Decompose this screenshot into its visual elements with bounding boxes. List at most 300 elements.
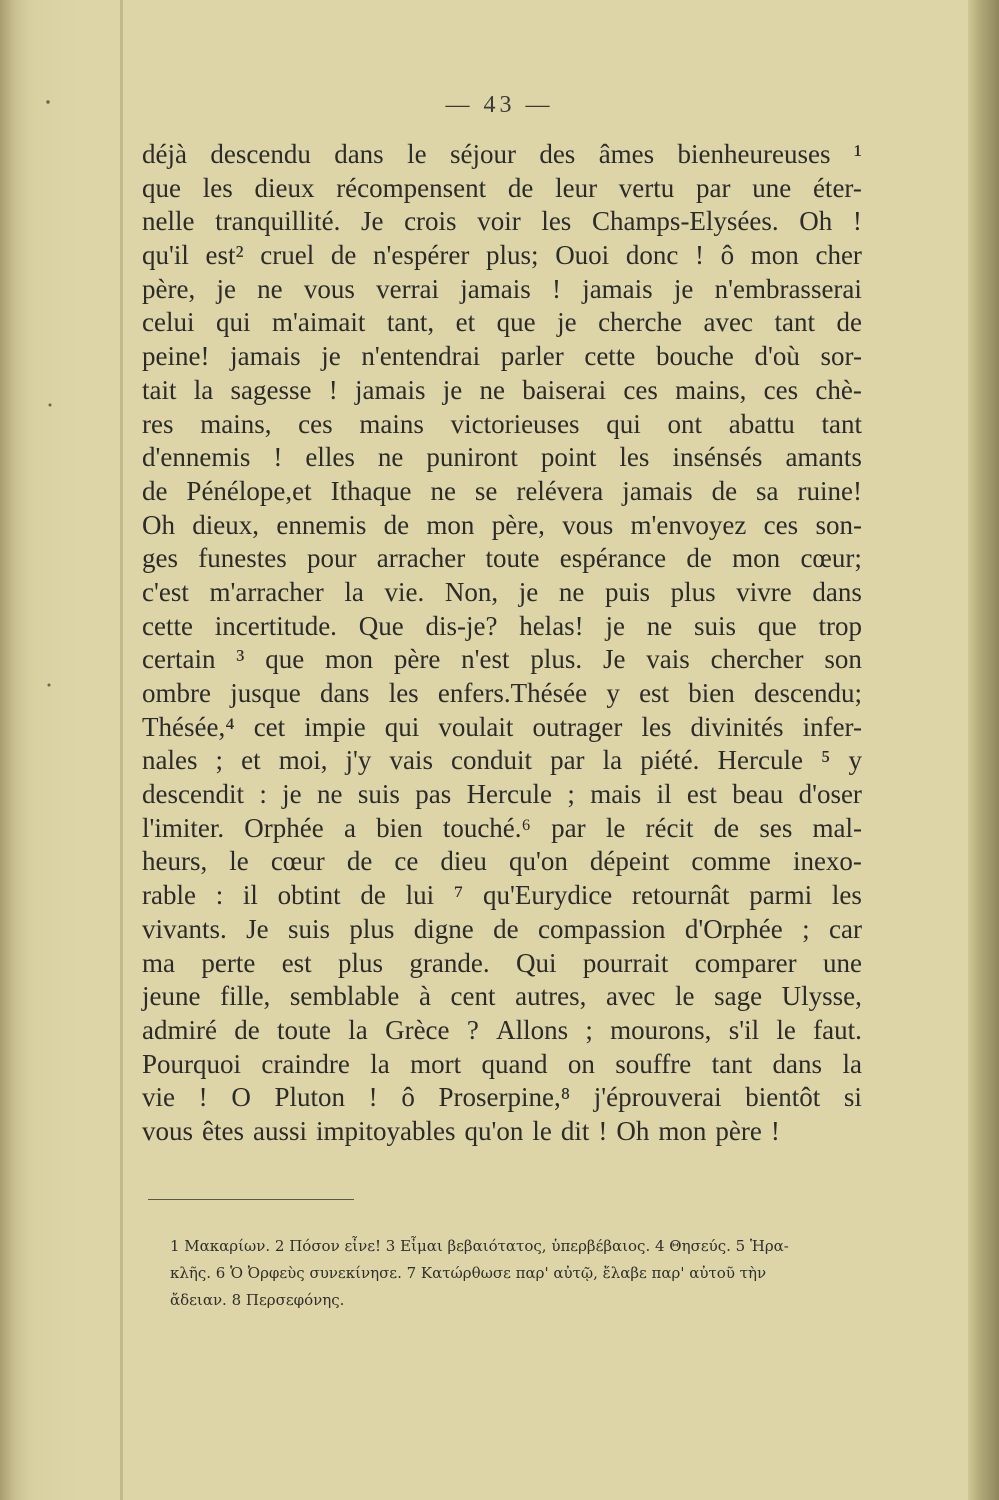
word: à bbox=[418, 981, 431, 1012]
word: vais bbox=[646, 644, 690, 675]
word: insénsés bbox=[672, 442, 763, 473]
word: je bbox=[557, 307, 577, 338]
word: m'aimait bbox=[272, 307, 366, 338]
word: amants bbox=[785, 442, 862, 473]
word: mourons, bbox=[610, 1014, 712, 1045]
word: peine! bbox=[142, 341, 210, 372]
word: ne bbox=[558, 576, 585, 607]
word: dieux bbox=[254, 172, 315, 203]
word: jamais bbox=[354, 374, 426, 405]
word: suis bbox=[693, 610, 736, 641]
word: m'envoyez bbox=[630, 509, 747, 540]
word: n'est bbox=[461, 644, 510, 675]
word: d'Orphée bbox=[684, 913, 783, 944]
word: espérance bbox=[559, 543, 667, 574]
word: ! bbox=[770, 1115, 780, 1146]
word: est bbox=[686, 779, 717, 810]
word: de bbox=[330, 240, 357, 271]
text-line bbox=[142, 744, 862, 778]
word: père, bbox=[142, 273, 196, 304]
word: vie bbox=[142, 1082, 175, 1113]
word: de bbox=[713, 812, 740, 843]
word: admiré bbox=[142, 1014, 217, 1045]
word: vivre bbox=[736, 576, 792, 607]
word: c'est bbox=[142, 576, 189, 607]
word: bien bbox=[376, 812, 423, 843]
word: ¹ bbox=[853, 139, 862, 169]
word: d'ennemis bbox=[142, 442, 251, 473]
word: y bbox=[606, 678, 620, 708]
word: ; bbox=[567, 779, 575, 810]
word: tant bbox=[711, 1048, 753, 1079]
word: ; bbox=[215, 745, 224, 776]
word: quand bbox=[481, 1048, 548, 1079]
word: jamais bbox=[460, 273, 531, 304]
previous-page-shadow bbox=[0, 0, 150, 1500]
word: cœur bbox=[270, 846, 325, 877]
word: suis bbox=[357, 779, 400, 810]
footnote-divider bbox=[148, 1199, 354, 1200]
word: voulait bbox=[438, 711, 514, 742]
word: l'imiter. bbox=[142, 812, 225, 843]
word: jamais bbox=[582, 273, 653, 304]
word: ruine! bbox=[797, 475, 862, 506]
word: ! bbox=[551, 273, 561, 304]
word: les bbox=[541, 206, 572, 237]
word: toute bbox=[277, 1014, 332, 1045]
word: impie bbox=[304, 711, 366, 742]
word: je bbox=[518, 576, 539, 607]
text-line bbox=[142, 1048, 862, 1082]
word: ! bbox=[198, 1082, 208, 1113]
word: de bbox=[836, 307, 862, 338]
word: dieu bbox=[440, 846, 487, 877]
word: grande. bbox=[409, 947, 490, 978]
word: ! bbox=[273, 442, 283, 473]
word: les bbox=[619, 442, 650, 473]
word: je bbox=[282, 779, 302, 810]
word: le bbox=[407, 139, 427, 169]
word: ! bbox=[598, 1115, 608, 1146]
word: et bbox=[241, 745, 261, 776]
word: père, bbox=[491, 509, 545, 540]
word: sage bbox=[714, 981, 763, 1012]
word: baiserai bbox=[522, 374, 607, 405]
word: ne bbox=[377, 442, 404, 473]
word: Allons bbox=[496, 1014, 569, 1045]
word: puniront bbox=[426, 442, 518, 473]
word: ne bbox=[646, 610, 673, 641]
word: Ithaque bbox=[330, 475, 412, 506]
word: puis bbox=[604, 576, 650, 607]
word: jamais bbox=[622, 475, 693, 506]
word: ³ bbox=[236, 644, 245, 675]
word: je bbox=[321, 341, 341, 372]
word: ces bbox=[298, 408, 333, 439]
word: cœur; bbox=[800, 543, 862, 574]
word: descendit bbox=[142, 779, 244, 810]
word: mains, bbox=[675, 374, 747, 405]
word: lui bbox=[405, 880, 435, 911]
word: mal- bbox=[812, 812, 862, 843]
text-line bbox=[142, 374, 862, 408]
word: qui bbox=[215, 307, 251, 338]
word: enfers.Thésée bbox=[437, 678, 588, 708]
word: je bbox=[605, 610, 625, 641]
word: le bbox=[776, 1014, 796, 1045]
text-line bbox=[142, 879, 862, 913]
word: vous bbox=[303, 273, 355, 304]
text-line bbox=[142, 947, 862, 981]
text-line bbox=[142, 778, 862, 812]
word: êtes bbox=[202, 1115, 244, 1146]
word: sor- bbox=[820, 341, 862, 372]
word: tait bbox=[142, 374, 177, 405]
word: : bbox=[259, 779, 267, 810]
word: vivants. bbox=[142, 913, 227, 944]
word: ô bbox=[401, 1082, 415, 1113]
word: outrager bbox=[532, 711, 623, 742]
word: mais bbox=[590, 779, 642, 810]
word: ! bbox=[328, 374, 338, 405]
text-line bbox=[142, 1014, 862, 1048]
binding-edge bbox=[120, 0, 123, 1500]
word: vertu bbox=[618, 172, 675, 203]
word: heurs, bbox=[142, 846, 208, 877]
word: Hercule bbox=[466, 779, 553, 810]
word: comparer bbox=[694, 947, 797, 978]
word: Ulysse, bbox=[781, 981, 862, 1012]
word: dit bbox=[560, 1115, 590, 1146]
word: dis-je? bbox=[425, 610, 498, 641]
word: ! bbox=[694, 240, 704, 271]
word: moi, bbox=[278, 745, 328, 776]
word: les bbox=[831, 880, 862, 911]
word: qu'on bbox=[464, 1115, 524, 1146]
word: abattu bbox=[728, 408, 795, 439]
word: Oh bbox=[799, 206, 833, 237]
word: la bbox=[344, 576, 364, 607]
word: Oh bbox=[616, 1115, 650, 1146]
word: autres, bbox=[515, 981, 587, 1012]
text-line bbox=[142, 643, 862, 677]
word: pourrait bbox=[582, 947, 669, 978]
word: fille, bbox=[220, 981, 271, 1012]
word: de bbox=[234, 1014, 260, 1045]
text-line bbox=[142, 677, 862, 711]
word: chè- bbox=[815, 374, 862, 405]
word: des bbox=[539, 139, 576, 169]
word: perte bbox=[201, 947, 256, 978]
word: que bbox=[757, 610, 797, 641]
word: relévera bbox=[516, 475, 604, 506]
word: bientôt bbox=[745, 1082, 821, 1113]
word: ces bbox=[763, 509, 799, 540]
word: ne bbox=[257, 273, 283, 304]
word: ô bbox=[720, 240, 735, 271]
word: de bbox=[711, 475, 738, 506]
word: ces bbox=[623, 374, 658, 405]
text-line bbox=[142, 509, 862, 543]
word: compassion bbox=[538, 913, 666, 944]
word: a bbox=[343, 812, 356, 843]
word: de bbox=[493, 913, 519, 944]
word: Grèce bbox=[385, 1014, 450, 1045]
word: mains, bbox=[200, 408, 272, 439]
word: est bbox=[281, 947, 312, 978]
word: bouche bbox=[655, 341, 734, 372]
word: dans bbox=[319, 678, 370, 708]
word: cette bbox=[142, 610, 193, 641]
word: victorieuses bbox=[450, 408, 580, 439]
word: Proserpine,⁸ bbox=[438, 1082, 571, 1113]
word: âmes bbox=[598, 139, 655, 169]
word: plus bbox=[338, 947, 384, 978]
word: vais bbox=[389, 745, 433, 776]
footnotes bbox=[170, 1233, 860, 1314]
word: m'arracher bbox=[209, 576, 324, 607]
word: je bbox=[216, 273, 236, 304]
word: funestes bbox=[198, 543, 287, 574]
word: ⁵ bbox=[821, 745, 831, 776]
word: Ouoi bbox=[555, 240, 610, 271]
word: Pénélope,et bbox=[186, 475, 312, 506]
word: s'il bbox=[728, 1014, 760, 1045]
word: les bbox=[202, 172, 233, 203]
word: aussi bbox=[253, 1115, 307, 1146]
word: par bbox=[551, 812, 586, 843]
word: j'éprouverai bbox=[593, 1082, 722, 1113]
word: tant bbox=[821, 408, 862, 439]
word: la bbox=[348, 1014, 368, 1045]
word: ne bbox=[430, 475, 456, 506]
text-line bbox=[142, 610, 862, 644]
word: vous bbox=[562, 509, 614, 540]
word: de bbox=[507, 172, 534, 203]
word: rable bbox=[142, 880, 196, 911]
word: plus; bbox=[486, 240, 539, 271]
word: point bbox=[540, 442, 597, 473]
word: ont bbox=[667, 408, 703, 439]
word: Je bbox=[246, 913, 269, 944]
text-line bbox=[142, 408, 862, 442]
word: trop bbox=[818, 610, 862, 641]
word: que bbox=[142, 172, 181, 203]
word: ennemis bbox=[276, 509, 367, 540]
word: ⁷ bbox=[453, 880, 464, 911]
word: les bbox=[641, 711, 672, 742]
text-line bbox=[142, 1115, 862, 1149]
word: le bbox=[532, 1115, 552, 1146]
text-line bbox=[142, 542, 862, 576]
word: toute bbox=[485, 543, 540, 574]
word: avec bbox=[703, 307, 753, 338]
word: de bbox=[383, 509, 410, 540]
word: O bbox=[231, 1082, 251, 1113]
word: Oh bbox=[142, 509, 175, 540]
word: ma bbox=[142, 947, 175, 978]
word: donc bbox=[625, 240, 679, 271]
word: Je bbox=[360, 206, 384, 237]
word: elles bbox=[305, 442, 355, 473]
text-line bbox=[142, 239, 862, 273]
word: il bbox=[242, 880, 258, 911]
paper-specks bbox=[45, 100, 55, 700]
text-line bbox=[142, 273, 862, 307]
word: Pluton bbox=[274, 1082, 345, 1113]
word: jusque bbox=[230, 678, 301, 708]
word: : bbox=[215, 880, 224, 911]
word: et bbox=[455, 307, 476, 338]
word: n'embrasserai bbox=[714, 273, 862, 304]
word: ces bbox=[763, 374, 799, 405]
text-line bbox=[142, 812, 862, 846]
word: cruel bbox=[260, 240, 315, 271]
word: jeune bbox=[142, 981, 201, 1012]
word: son bbox=[824, 644, 862, 675]
word: dans bbox=[772, 1048, 823, 1079]
word: il bbox=[656, 779, 672, 810]
word: cet bbox=[253, 711, 286, 742]
word: cherche bbox=[598, 307, 683, 338]
text-line bbox=[142, 205, 862, 239]
word: la bbox=[193, 374, 214, 405]
word: n'espérer bbox=[373, 240, 470, 271]
word: qui bbox=[384, 711, 420, 742]
text-line bbox=[142, 1081, 862, 1115]
word: je bbox=[442, 374, 463, 405]
word: parmi bbox=[749, 880, 813, 911]
word: n'entendrai bbox=[361, 341, 481, 372]
word: arracher bbox=[376, 543, 466, 574]
word: ? bbox=[466, 1014, 479, 1045]
word: vous bbox=[142, 1115, 194, 1146]
word: ; bbox=[802, 913, 810, 944]
word: semblable bbox=[289, 981, 400, 1012]
word: cette bbox=[584, 341, 636, 372]
word: suis bbox=[288, 913, 331, 944]
word: ombre bbox=[142, 678, 211, 708]
word: jamais bbox=[230, 341, 301, 372]
word: parler bbox=[500, 341, 564, 372]
text-line bbox=[142, 340, 862, 374]
word: mort bbox=[410, 1048, 462, 1079]
word: dépeint bbox=[589, 846, 670, 877]
word: Hercule bbox=[717, 745, 803, 776]
word: inexo- bbox=[792, 846, 862, 877]
word: avec bbox=[605, 981, 656, 1012]
text-line bbox=[142, 172, 862, 206]
text-line bbox=[142, 138, 862, 172]
word: Champs-Elysées. bbox=[591, 206, 779, 237]
word: conduit bbox=[451, 745, 533, 776]
text-line bbox=[142, 475, 862, 509]
footnote-line: 1 Μακαρίων. 2 Πόσον εἶνε! 3 Εἶμαι βεβαιότατος, ὑπερβέβαιος. 4 Θησεύς. 5 Ἡρα- bbox=[170, 1237, 789, 1255]
word: Qui bbox=[516, 947, 557, 978]
word: res bbox=[142, 408, 174, 439]
word: retournât bbox=[632, 880, 730, 911]
word: une bbox=[823, 947, 862, 978]
word: si bbox=[843, 1082, 862, 1113]
page-right-edge bbox=[968, 0, 999, 1500]
word: descendu; bbox=[754, 678, 862, 708]
word: piété. bbox=[640, 745, 700, 776]
word: séjour bbox=[449, 139, 516, 169]
word: comme bbox=[691, 846, 771, 877]
word: descendu bbox=[210, 139, 311, 169]
word: d'oser bbox=[798, 779, 862, 810]
text-line bbox=[142, 913, 862, 947]
word: bien bbox=[688, 678, 735, 708]
word: qu'on bbox=[508, 846, 568, 877]
word: le bbox=[674, 981, 695, 1012]
word: tant, bbox=[386, 307, 435, 338]
word: dieux, bbox=[192, 509, 260, 540]
word: Orphée bbox=[244, 812, 324, 843]
word: ! bbox=[368, 1082, 378, 1113]
word: la bbox=[842, 1048, 862, 1079]
word: de bbox=[360, 880, 386, 911]
word: cher bbox=[815, 240, 862, 271]
word: car bbox=[829, 913, 862, 944]
text-line bbox=[142, 441, 862, 475]
word: mon bbox=[732, 543, 781, 574]
word: Thésée,⁴ bbox=[142, 711, 235, 742]
word: qu'il bbox=[142, 240, 189, 271]
word: plus bbox=[349, 913, 395, 944]
word: craindre bbox=[261, 1048, 350, 1079]
word: obtint bbox=[277, 880, 341, 911]
text-line bbox=[142, 306, 862, 340]
word: ges bbox=[142, 543, 178, 574]
word: beau bbox=[732, 779, 784, 810]
word: ; bbox=[585, 1014, 593, 1045]
word: dans bbox=[334, 139, 384, 169]
word: par bbox=[696, 172, 731, 203]
word: que bbox=[265, 644, 305, 675]
word: que bbox=[496, 307, 536, 338]
word: digne bbox=[413, 913, 474, 944]
word: mains bbox=[359, 408, 424, 439]
word: Je bbox=[602, 644, 626, 675]
word: pour bbox=[307, 543, 357, 574]
word: de bbox=[142, 475, 168, 506]
word: éter- bbox=[812, 172, 862, 203]
word: est bbox=[639, 678, 670, 708]
word: j'y bbox=[345, 745, 372, 776]
word: dans bbox=[812, 576, 862, 607]
word: de bbox=[686, 543, 712, 574]
word: mon bbox=[325, 644, 374, 675]
word: crois bbox=[404, 206, 457, 237]
word: chercher bbox=[710, 644, 804, 675]
text-line bbox=[142, 711, 862, 745]
word: leur bbox=[555, 172, 598, 203]
word: par bbox=[550, 745, 585, 776]
word: récompensent bbox=[336, 172, 487, 203]
footnote-line: κλῆς. 6 Ὁ Ὀρφεὺς συνεκίνησε. 7 Κατώρθωσε παρ' αὐτῷ, ἔλαβε παρ' αὐτοῦ τὴν bbox=[170, 1264, 767, 1282]
word: le bbox=[605, 812, 626, 843]
word: helas! bbox=[519, 610, 584, 641]
word: tranquillité. bbox=[215, 206, 341, 237]
word: pas bbox=[415, 779, 452, 810]
word: ses bbox=[759, 812, 793, 843]
word: voir bbox=[477, 206, 521, 237]
word: père bbox=[393, 644, 441, 675]
word: ce bbox=[394, 846, 419, 877]
word: Pourquoi bbox=[142, 1048, 242, 1079]
word: est² bbox=[205, 240, 244, 271]
